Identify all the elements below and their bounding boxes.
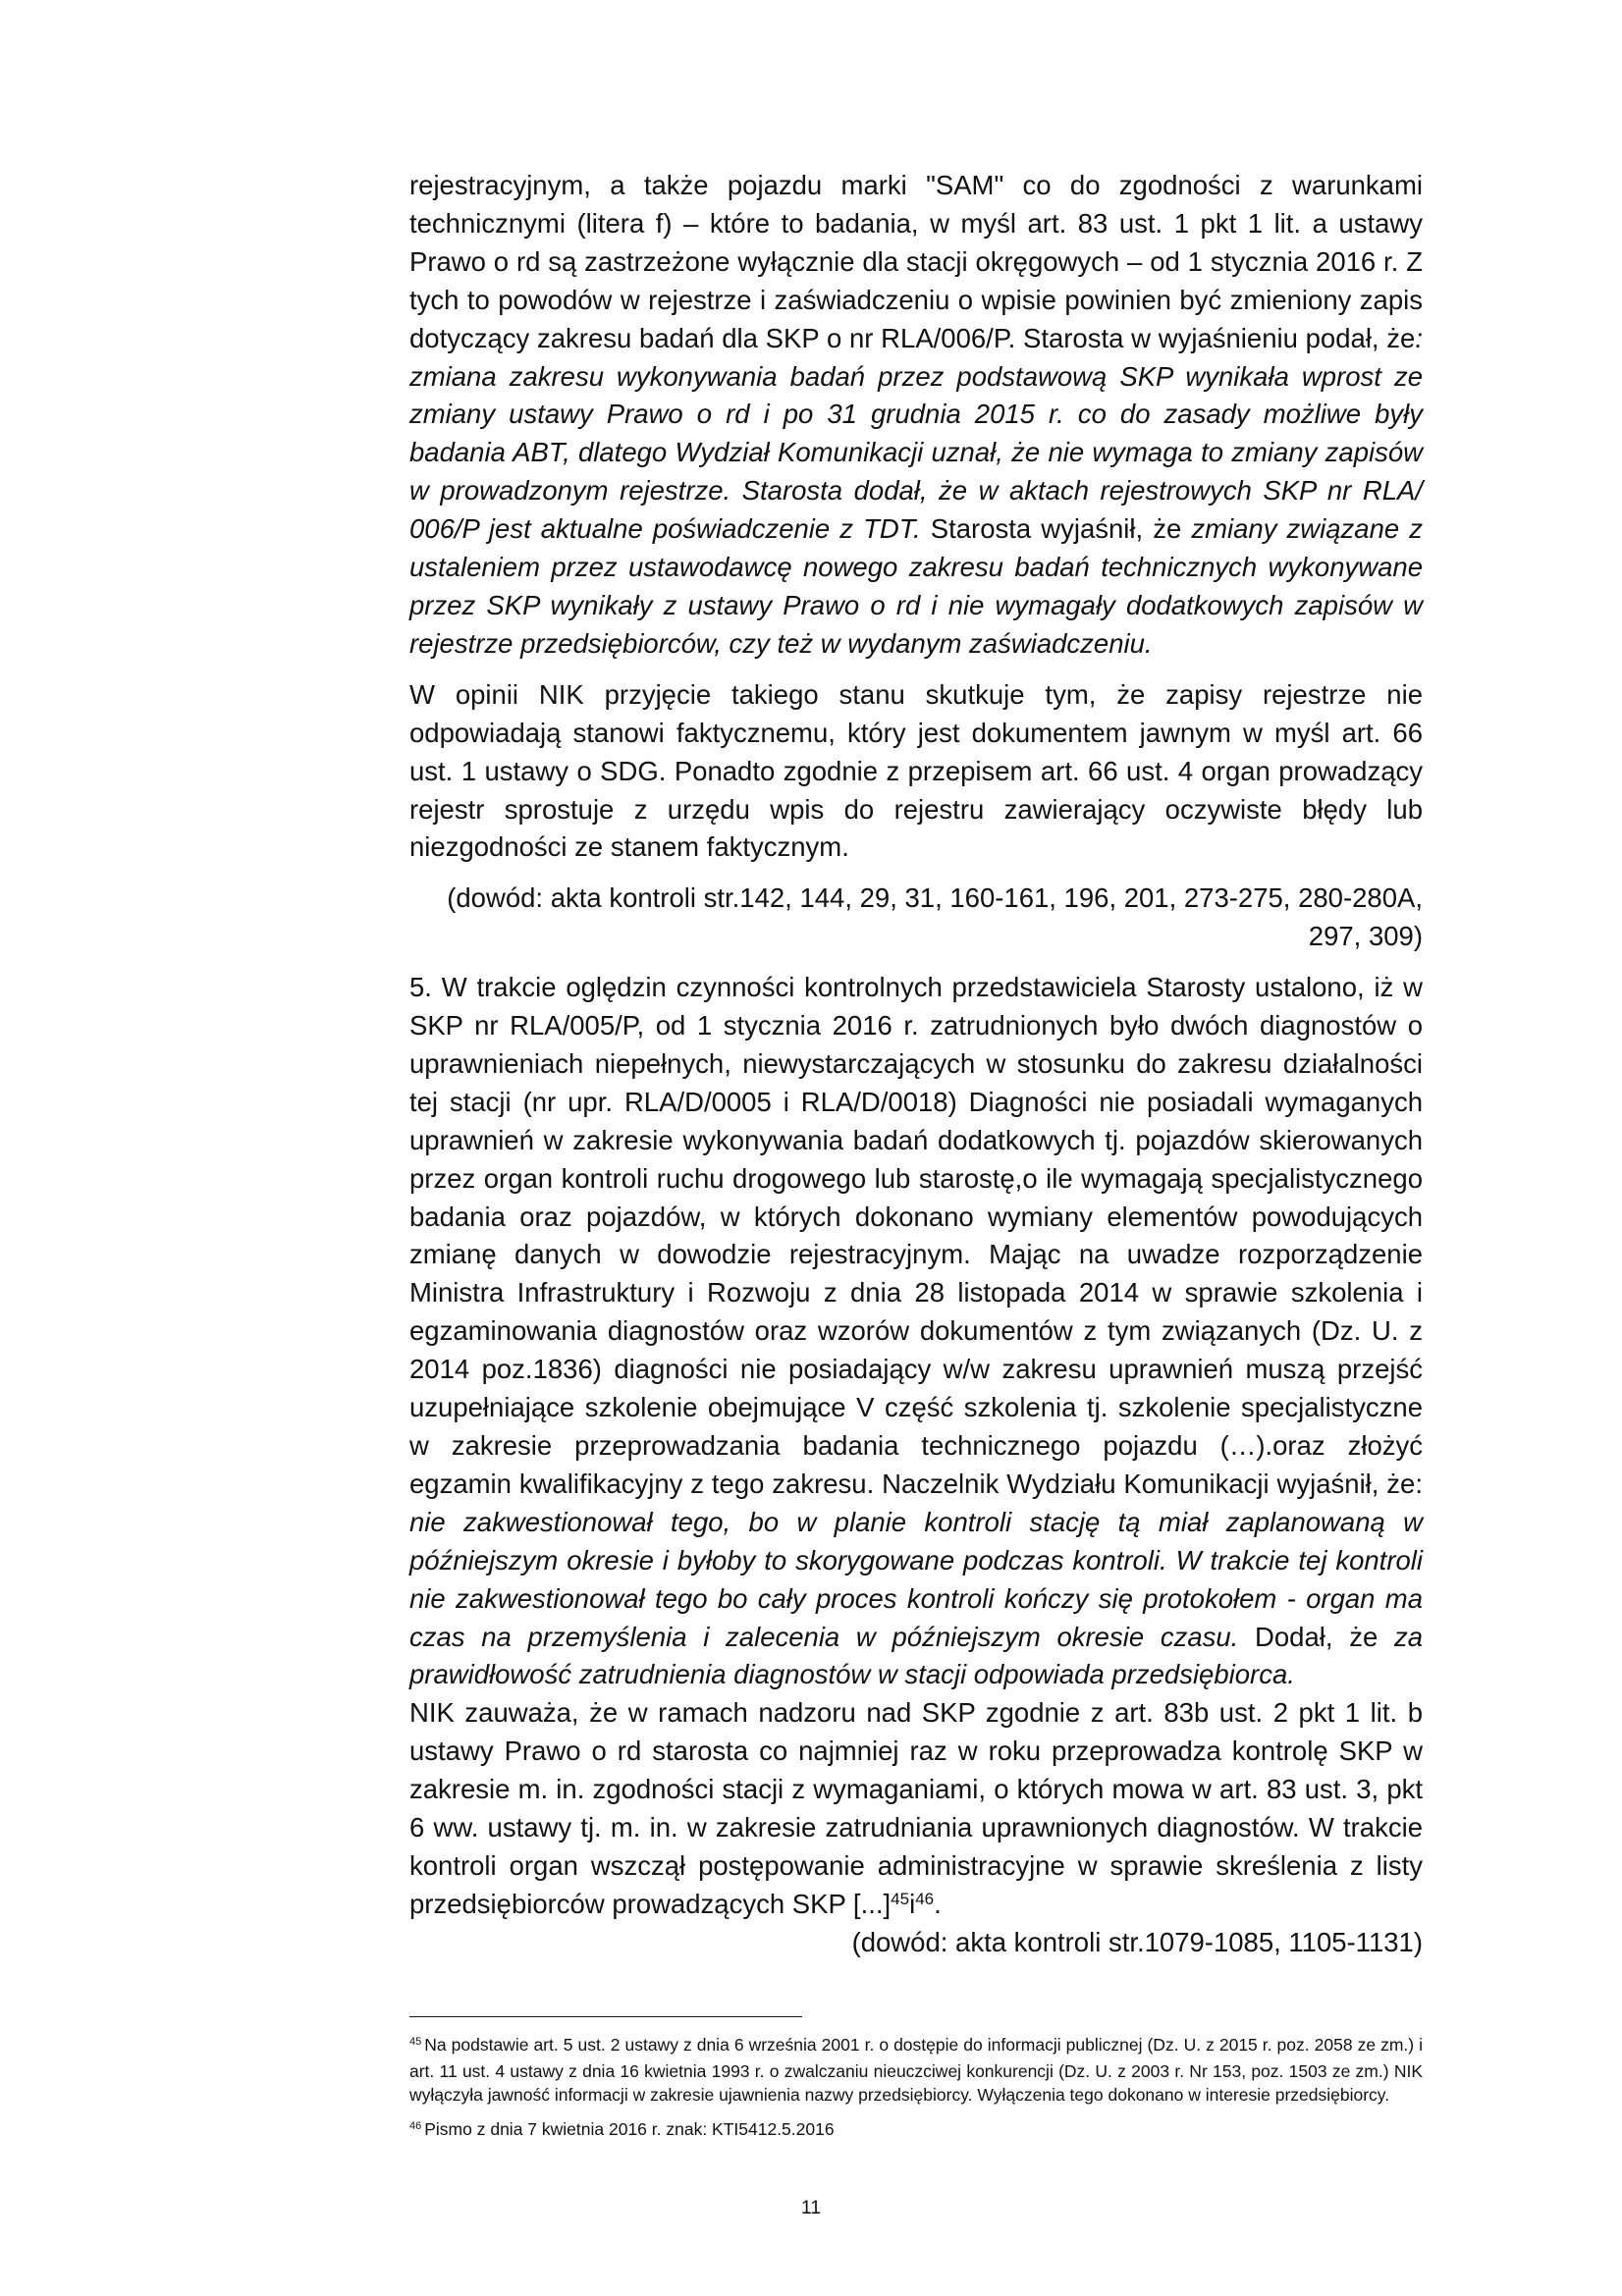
footnote-ref-45[interactable]: 45 <box>891 1889 910 1908</box>
footnotes <box>409 2033 1423 2144</box>
footnote-ref-46[interactable]: 46 <box>915 1889 935 1908</box>
footnote-45 <box>409 2033 1423 2108</box>
paragraph-4-end: . <box>934 1888 942 1919</box>
paragraph-3-text: 5. W trakcie oględzin czynności kontrolnych przedstawiciela Starosty ustalono, iż w SKP nr RLA/005/P, od 1 stycznia 2016 r. zatrudnionych było dwóch diagnostów o uprawnieniach niepełnych, niewystarczających w stosunku do zakresu działalności tej stacji (nr upr. RLA/D/0005 i RLA/D/0018) Diagności nie posiadali wymaganych uprawnień w zakresie wykonywania badań dodatkowych tj. pojazdów skierowanych przez organ kontroli ruchu drogowego lub starostę,o ile wymagają specjalistycznego badania oraz pojazdów, w których dokonano wymiany elementów powodujących zmianę danych w dowodzie rejestracyjnym. Mając na uwadze rozporządzenie Ministra Infrastruktury i Rozwoju z dnia 28 listopada 2014 w sprawie szkolenia i egzaminowania diagnostów oraz wzorów dokumentów z tym związanych (Dz. U. z 2014 poz.1836) diagności nie posiadający w/w zakresu uprawnień muszą przejść uzupełniające szkolenie obejmujące V część szkolenia tj. szkolenie specjalistyczne w zakresie przeprowadzania badania technicznego pojazdu (…).oraz złożyć egzamin kwalifikacyjny z tego zakresu. Naczelnik Wydziału Komunikacji wyjaśnił, że: <box>409 972 1423 1499</box>
footnote-46 <box>409 2117 1423 2144</box>
footnote-number: 46 <box>409 2119 422 2132</box>
paragraph-1-text: rejestracyjnym, a także pojazdu marki "SAM" co do zgodności z warunkami technicznymi (litera f) – które to badania, w myśl art. 83 ust. 1 pkt 1 lit. a ustawy Prawo o rd są zastrzeżone wyłącznie dla stacji okręgowych – od 1 stycznia 2016 r. Z tych to powodów w rejestrze i zaświadczeniu o wpisie powinien być zmieniony zapis dotyczący zakresu badań dla SKP o nr RLA/006/P. Starosta w wyjaśnieniu podał, że <box>409 170 1423 353</box>
paragraph-3-quote-2: za prawidłowość zatrudnienia diagnostów w stacji odpowiada przedsiębiorca. <box>409 1621 1423 1690</box>
evidence-reference-2: (dowód: akta kontroli str.1079-1085, 1105-1131) <box>851 1926 1423 1957</box>
paragraph-3-text-2: Dodał, że <box>1238 1621 1394 1652</box>
paragraph-3-quote-1: nie zakwestionował tego, bo w planie kontroli stację tą miał zaplanowaną w późniejszym okresie i byłoby to skorygowane podczas kontroli. W trakcie tej kontroli nie zakwestionował tego bo cały proces kontroli kończy się protokołem - organ ma czas na przemyślenia i zalecenia w późniejszym okresie czasu. <box>409 1506 1423 1652</box>
paragraph-1-quote-1: : zmiana zakresu wykonywania badań przez podstawową SKP wynikała wprost ze zmiany ustawy Prawo o rd i po 31 grudnia 2015 r. co do zasady możliwe były badania ABT, dlatego Wydział Komunikacji uznał, że nie wymaga to zmiany zapisów w prowadzonym rejestrze. Starosta dodał, że w aktach rejestrowych SKP nr RLA/ 006/P jest aktualne poświadczenie z TDT. <box>409 322 1423 545</box>
paragraph-4 <box>409 1694 1423 1923</box>
paragraph-1 <box>409 167 1423 664</box>
footnote-text: Na podstawie art. 5 ust. 2 ustawy z dnia 6 września 2001 r. o dostępie do informacji publicznej (Dz. U. z 2015 r. poz. 2058 ze zm.) i art. 11 ust. 4 ustawy z dnia 16 kwietnia 1993 r. o zwalczaniu nieuczciwej konkurencji (Dz. U. z 2003 r. Nr 153, poz. 1503 ze zm.) NIK wyłączyła jawność informacji w zakresie ujawnienia nazwy przedsiębiorcy. Wyłączenia tego dokonano w interesie przedsiębiorcy. <box>409 2035 1423 2106</box>
paragraph-3 <box>409 969 1423 1694</box>
footnote-separator <box>409 2016 802 2017</box>
paragraph-1-text-2: Starosta wyjaśnił, że <box>920 513 1192 545</box>
paragraph-2: W opinii NIK przyjęcie takiego stanu skutkuje tym, że zapisy rejestrze nie odpowiadają stanowi faktycznemu, który jest dokumentem jawnym w myśl art. 66 ust. 1 ustawy o SDG. Ponadto zgodnie z przepisem art. 66 ust. 4 organ prowadzący rejestr sprostuje z urzędu wpis do rejestru zawierający oczywiste błędy lub niezgodności ze stanem faktycznym. <box>409 678 1423 863</box>
paragraph-1-quote-2: zmiany związane z ustaleniem przez ustawodawcę nowego zakresu badań technicznych wykonywane przez SKP wynikały z ustawy Prawo o rd i nie wymagały dodatkowych zapisów w rejestrze przedsiębiorców, czy też w wydanym zaświadczeniu. <box>409 513 1424 659</box>
page-number: 11 <box>800 2197 822 2218</box>
evidence-reference-1: (dowód: akta kontroli str.142, 144, 29, 31, 160-161, 196, 201, 273-275, 280-280A, 297, 309) <box>447 882 1423 952</box>
main-text-column <box>409 167 1423 1962</box>
footnote-text: Pismo z dnia 7 kwietnia 2016 r. znak: KTI5412.5.2016 <box>424 2118 835 2139</box>
footnote-ref-conjunction: i <box>909 1888 916 1919</box>
paragraph-4-text: NIK zauważa, że w ramach nadzoru nad SKP zgodnie z art. 83b ust. 2 pkt 1 lit. b ustawy Prawo o rd starosta co najmniej raz w roku przeprowadza kontrolę SKP w zakresie m. in. zgodności stacji z wymaganiami, o których mowa w art. 83 ust. 3, pkt 6 ww. ustawy tj. m. in. w zakresie zatrudniania uprawnionych diagnostów. W trakcie kontroli organ wszczął postępowanie administracyjne w sprawie skreślenia z listy przedsiębiorców prowadzących SKP [...] <box>409 1697 1423 1919</box>
footnote-number: 45 <box>409 2036 422 2048</box>
